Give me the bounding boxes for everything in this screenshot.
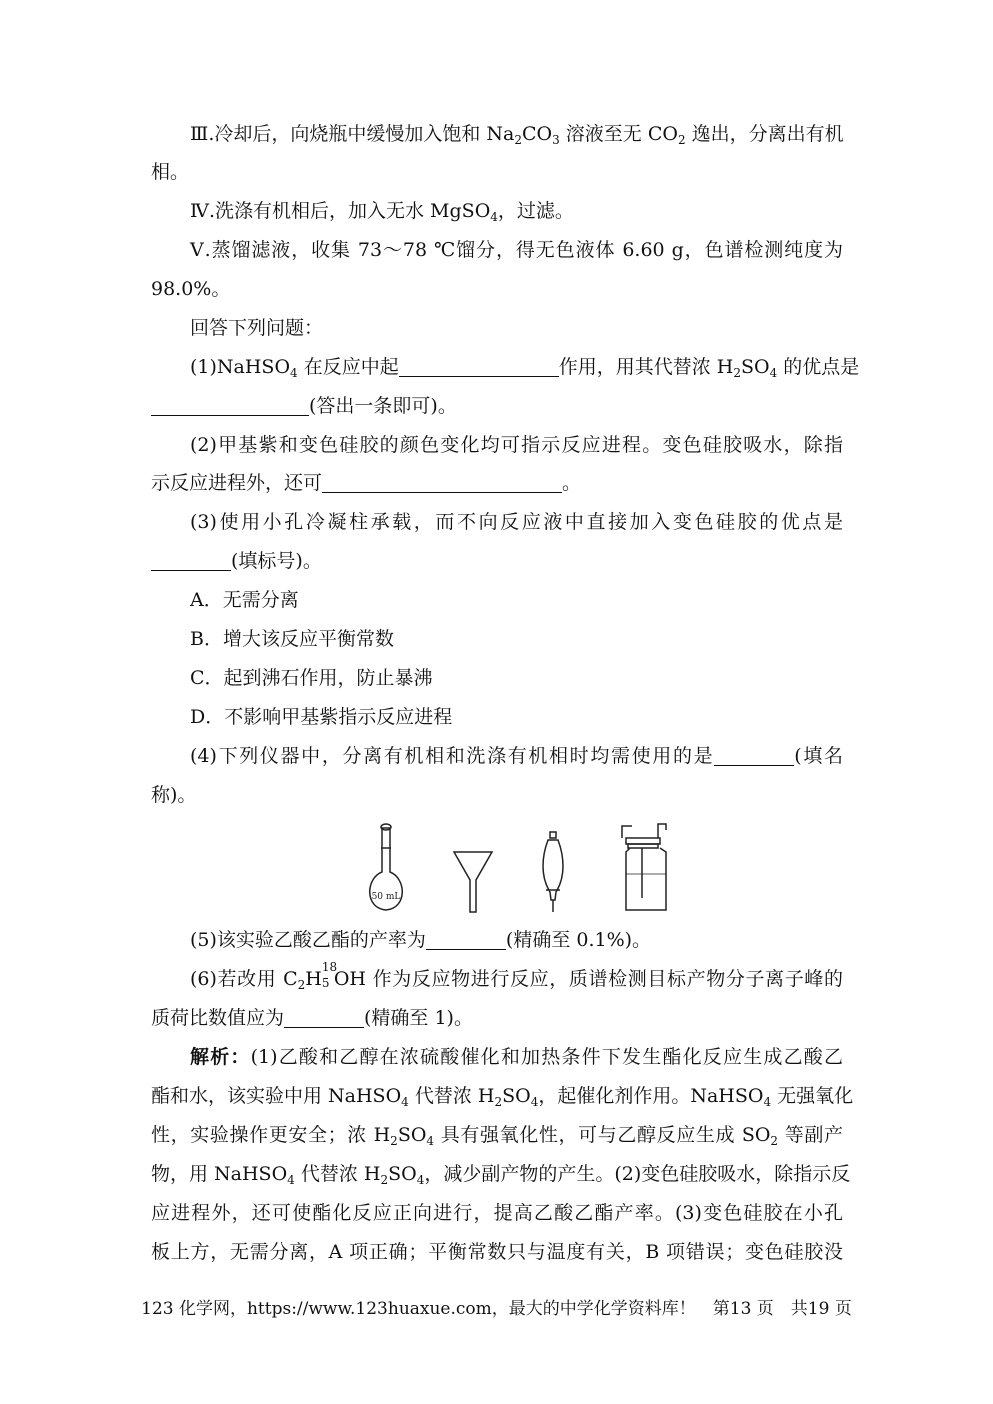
funnel-icon (454, 852, 492, 912)
text-line: 称)。 (151, 784, 197, 806)
question-3: (3)使用小孔冷凝柱承载，而不向反应液中直接加入变色硅胶的优点是 (190, 511, 843, 533)
answer-blank (399, 358, 559, 377)
apparatus-figure (360, 820, 680, 915)
answer-blank (322, 474, 562, 493)
gas-washing-bottle-icon (622, 824, 666, 910)
analysis-line: 解析：(1)乙酸和乙醇在浓硫酸催化和加热条件下发生酯化反应生成乙酸乙 (190, 1046, 843, 1068)
page-footer: 123 化学网，https://www.123huaxue.com，最大的中学化学资料库！ 第13 页 共19 页 (141, 1299, 852, 1319)
question-4: (4)下列仪器中，分离有机相和洗涤有机相时均需使用的是 (填名 (190, 745, 843, 767)
text-line: Ⅳ.洗涤有机相后，加入无水 MgSO$_4$，过滤。 (190, 200, 574, 224)
analysis-line: 板上方，无需分离，A 项正确；平衡常数只与温度有关，B 项错误；变色硅胶没 (151, 1241, 843, 1263)
question-2: (2)甲基紫和变色硅胶的颜色变化均可指示反应进程。变色硅胶吸水，除指 (190, 434, 843, 456)
answer-blank (426, 931, 506, 950)
text-line: Ⅲ.冷却后，向烧瓶中缓慢加入饱和 $Na_2CO_3$ 溶液至无 $CO_2$ 逸出，分离出有机 (190, 123, 844, 147)
text-line: 示反应进程外，还可 。 (151, 472, 582, 494)
text-line: Ⅴ.蒸馏滤液，收集 73～78 ℃馏分，得无色液体 6.60 g，色谱检测纯度为 (190, 239, 843, 261)
text-line: 回答下列问题： (190, 317, 324, 339)
text-line: 相。 (151, 161, 190, 183)
answer-blank (151, 552, 231, 571)
volumetric-flask-icon (370, 824, 403, 910)
analysis-line: 物，用 NaHSO$_4$ 代替浓 $H_2SO_4$，减少副产物的产生。(2)变色硅胶吸水，除指示反 (151, 1163, 851, 1187)
question-1: (1)NaHSO$_4$ 在反应中起 作用，用其代替浓 $H_2SO_4$ 的优点是 (190, 356, 860, 380)
question-6: (6)若改用 $C_2H$ 18 5 OH 作为反应物进行反应，质谱检测目标产物分子离子峰的 (190, 960, 844, 992)
option-b: B．增大该反应平衡常数 (190, 628, 394, 650)
question-5: (5)该实验乙酸乙酯的产率为 (精确至 0.1%)。 (190, 929, 652, 951)
answer-blank (284, 1009, 364, 1028)
answer-blank (714, 747, 794, 766)
option-c: C．起到沸石作用，防止暴沸 (190, 667, 433, 689)
answer-blank (151, 397, 309, 416)
text-line: (答出一条即可)。 (151, 394, 843, 418)
analysis-line: 酯和水，该实验中用 NaHSO$_4$ 代替浓 $H_2SO_4$，起催化剂作用。NaHSO$_4$ 无强氧化 (151, 1085, 854, 1109)
text-line: 质荷比数值应为 (精确至 1)。 (151, 1007, 473, 1029)
option-d: D．不影响甲基紫指示反应进程 (190, 706, 453, 728)
option-a: A．无需分离 (190, 589, 299, 611)
text-line: (填标号)。 (151, 549, 843, 573)
analysis-line: 性，实验操作更安全；浓 $H_2SO_4$ 具有强氧化性，可与乙醇反应生成 $SO_2$ 等副产 (151, 1124, 843, 1148)
flask-label: 50 mL (371, 892, 401, 902)
separatory-funnel-icon (543, 832, 563, 912)
analysis-line: 应进程外，还可使酯化反应正向进行，提高乙酸乙酯产率。(3)变色硅胶在小孔 (151, 1202, 843, 1224)
text-line: 98.0%。 (151, 278, 231, 300)
